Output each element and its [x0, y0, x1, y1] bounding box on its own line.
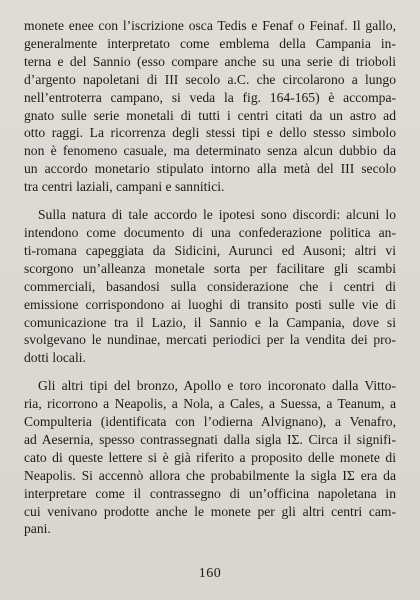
text-line: un accordo monetario stipulato intorno alla metà del III secolo	[24, 161, 396, 177]
text-line: scorgono un’alleanza monetale sorta per facilitare gli scambi	[24, 260, 396, 276]
text-line: nell’entroterra campano, si veda la fig. 164-165) è accompa-	[24, 89, 396, 105]
text-line: monete enee con l’iscrizione osca Tedis e Fenaf o Feinaf. Il gallo,	[24, 18, 396, 33]
text-line: generalmente interpretato come emblema della Campania in-	[24, 35, 396, 51]
text-line: Neapolis. Si accennò allora che probabilmente la sigla IΣ era da	[24, 467, 396, 483]
text-line: terna e del Sannio (esso compare anche su una serie di trioboli	[24, 53, 396, 69]
text-line: Gli altri tipi del bronzo, Apollo e toro incoronato dalla Vitto-	[38, 378, 396, 394]
text-line: gnato sulle serie monetali di tutti i centri citati da un astro ad	[24, 107, 396, 123]
text-line: svolgevano le nundinae, mercati periodici per la vendita dei pro-	[24, 332, 396, 348]
text-line: Sulla natura di tale accordo le ipotesi sono discordi: alcuni lo	[38, 207, 396, 223]
text-line: ria, ricorrono a Neapolis, a Nola, a Cales, a Suessa, a Teanum, a	[24, 396, 396, 412]
text-line: ti-romana capeggiata da Sidicini, Aurunci ed Ausoni; altri vi	[24, 242, 396, 258]
text-line: tra centri laziali, campani e sannitici.	[24, 179, 225, 195]
paragraph-2	[24, 206, 396, 367]
text-line: otto raggi. La ricorrenza degli stessi tipi e dello stesso simbolo	[24, 125, 396, 141]
text-line: cui venivano prodotte anche le monete per gli altri centri cam-	[24, 503, 396, 519]
text-line: intendono come documento di una confederazione politica an-	[24, 224, 396, 240]
text-line: commerciali, basandosi sulla considerazione che i centri di	[24, 278, 396, 294]
text-line: comunicazione tra il Lazio, il Sannio e la Campania, dove si	[24, 314, 396, 330]
text-line: emissione corrispondono ai luoghi di transito posti sulle vie di	[24, 296, 396, 312]
text-line: interpretare come il contrassegno di un’officina napoletana in	[24, 485, 396, 501]
text-line: ad Aesernia, spesso contrassegnati dalla sigla IΣ. Circa il signifi-	[24, 431, 396, 447]
text-line: Compulteria (identificata con l’odierna Alvignano), a Venafro,	[24, 414, 396, 430]
text-line: non è fenomeno casuale, ma determinato senza alcun dubbio da	[24, 143, 396, 159]
paragraph-1	[24, 17, 396, 196]
page-number: 160	[198, 566, 222, 581]
text-line: dotti locali.	[24, 350, 86, 366]
text-line: pani.	[24, 521, 51, 537]
paragraph-3	[24, 377, 396, 538]
text-line: d’argento napoletani di III secolo a.C. che circolarono a lungo	[24, 71, 396, 87]
text-line: cato di queste lettere si è già riferito a proposito delle monete di	[24, 449, 396, 465]
